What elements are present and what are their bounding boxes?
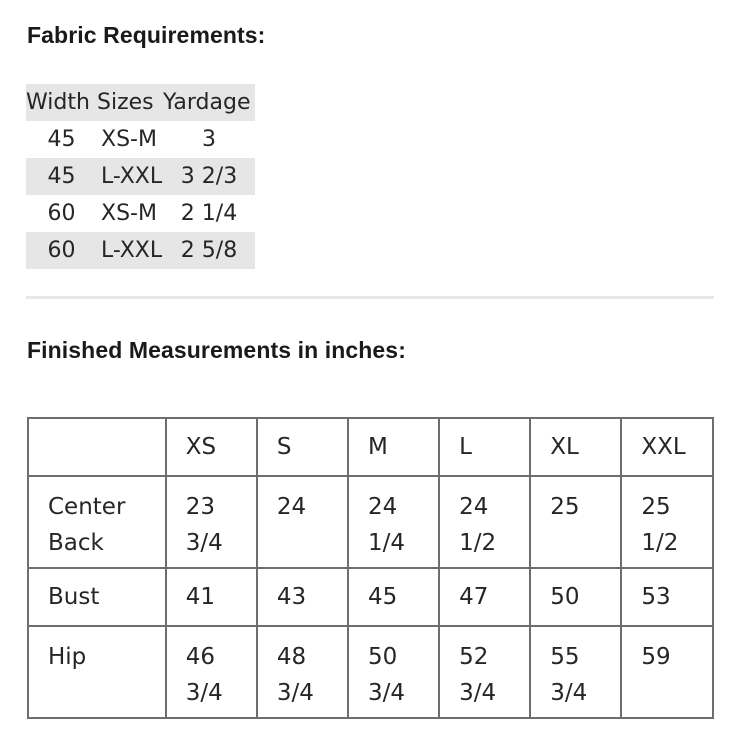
fabric-requirements-table [26,84,255,269]
corner-header-cell [28,418,166,476]
section-divider [26,296,714,299]
fabric-table-header-row [26,84,255,121]
fabric-table-row [26,195,255,232]
sizes-cell: L-XXL [101,238,163,263]
yardage-cell: 2 5/8 [180,238,238,263]
measurement-cell: 55 3/4 [530,626,621,718]
measurement-cell: 53 [621,568,713,626]
sizes-cell: L-XXL [101,164,163,189]
yardage-cell: 2 1/4 [180,201,238,226]
measurement-row-bust [28,568,713,626]
row-label: Center Back [28,476,166,568]
measurement-cell: 59 [621,626,713,718]
width-column-header: Width [26,90,90,115]
measurement-cell: 48 3/4 [257,626,348,718]
measurement-cell: 24 1/4 [348,476,439,568]
yardage-column-header: Yardage [163,90,251,115]
measurement-cell: 25 1/2 [621,476,713,568]
measurement-cell: 43 [257,568,348,626]
measurement-row-center-back [28,476,713,568]
size-column-header: XL [530,418,621,476]
size-column-header: S [257,418,348,476]
row-label: Bust [28,568,166,626]
sizes-column-header: Sizes [97,90,154,115]
fabric-table-row [26,158,255,195]
sizes-cell: XS-M [101,201,157,226]
fabric-requirements-heading: Fabric Requirements: [27,22,266,48]
measurements-header-row [28,418,713,476]
yardage-cell: 3 [202,127,216,152]
measurement-cell: 50 [530,568,621,626]
fabric-table-row [26,232,255,269]
finished-measurements-heading: Finished Measurements in inches: [27,337,406,363]
measurement-cell: 46 3/4 [166,626,257,718]
measurement-row-hip [28,626,713,718]
size-column-header: M [348,418,439,476]
sizes-cell: XS-M [101,127,157,152]
measurement-cell: 25 [530,476,621,568]
width-cell: 45 [47,164,76,189]
measurement-cell: 47 [439,568,530,626]
fabric-table-row [26,121,255,158]
measurement-cell: 24 [257,476,348,568]
width-cell: 60 [47,201,76,226]
measurement-cell: 41 [166,568,257,626]
width-cell: 45 [47,127,76,152]
measurement-cell: 52 3/4 [439,626,530,718]
measurement-cell: 50 3/4 [348,626,439,718]
width-cell: 60 [47,238,76,263]
yardage-cell: 3 2/3 [180,164,238,189]
size-column-header: XS [166,418,257,476]
measurement-cell: 23 3/4 [166,476,257,568]
finished-measurements-table [27,417,714,719]
measurement-cell: 24 1/2 [439,476,530,568]
size-column-header: L [439,418,530,476]
measurement-cell: 45 [348,568,439,626]
row-label: Hip [28,626,166,718]
size-column-header: XXL [621,418,713,476]
